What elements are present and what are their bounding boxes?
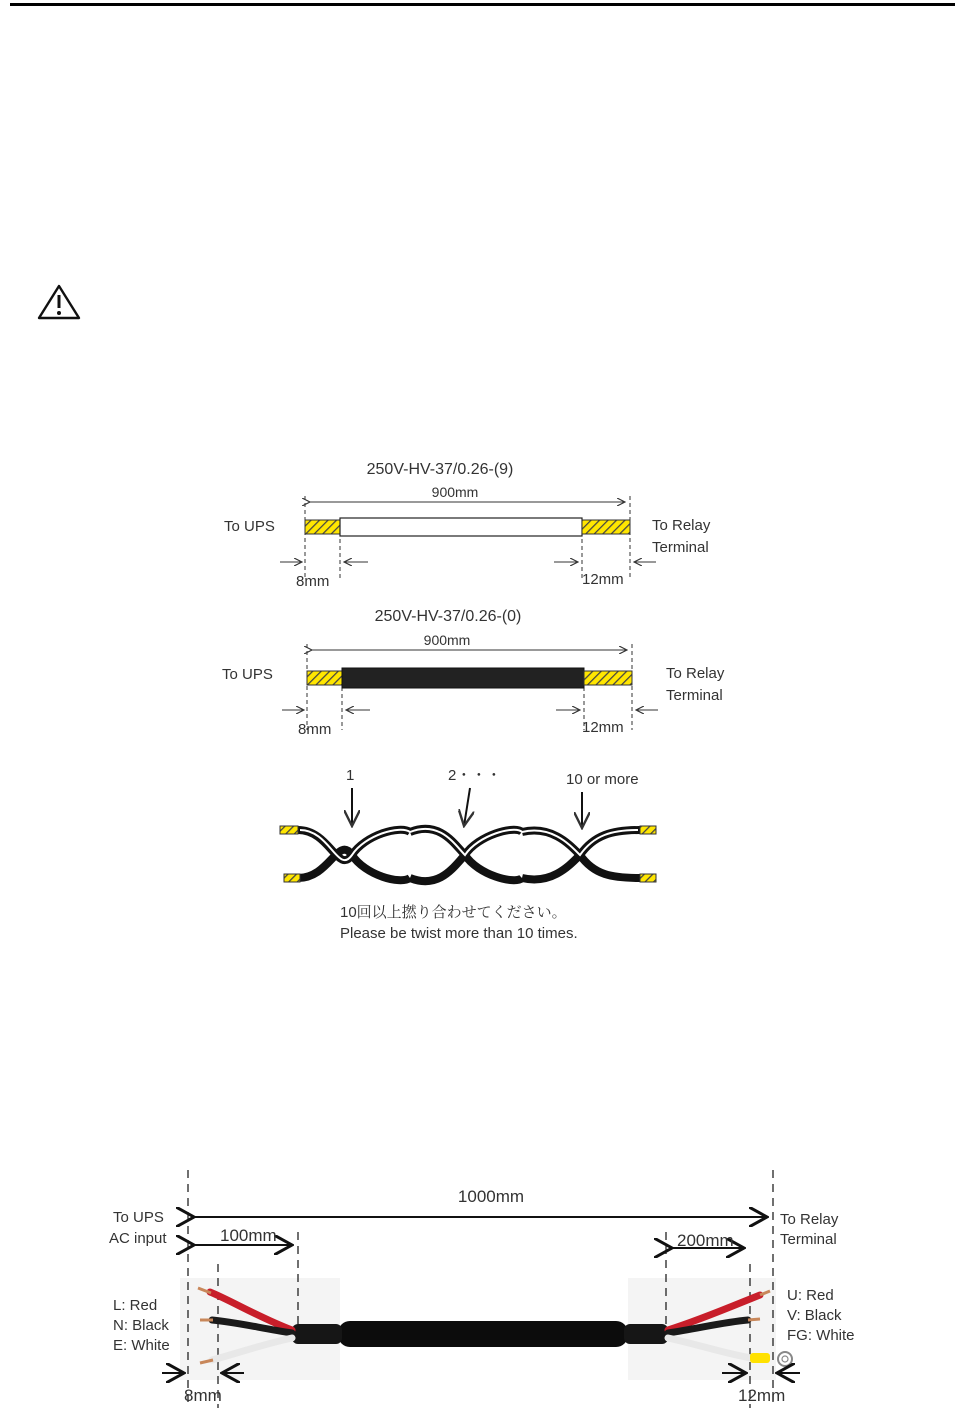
cable-a-strip-left-label: 8mm	[296, 573, 330, 590]
twist-diagram	[280, 767, 656, 942]
right-title-2: Terminal	[780, 1231, 837, 1248]
cable-b-right-label-1: To Relay	[666, 665, 725, 682]
right-title-1: To Relay	[780, 1211, 839, 1228]
cable-a-right-label-2: Terminal	[652, 539, 709, 556]
cable-a-sheath	[340, 518, 582, 536]
left-wire-2: N: Black	[113, 1317, 169, 1334]
right-wire-1: U: Red	[787, 1287, 834, 1304]
cable-b-sheath	[342, 668, 584, 688]
cable-b-left-label: To UPS	[222, 666, 273, 683]
header-rule	[10, 3, 955, 6]
cable-b-strip-right	[584, 671, 632, 685]
twist-note-en: Please be twist more than 10 times.	[340, 925, 578, 942]
twist-strip-bl	[284, 874, 300, 882]
twist-mark-1: 1	[346, 767, 355, 784]
left-wire-1: L: Red	[113, 1297, 158, 1314]
strip-left-label: 8mm	[184, 1386, 222, 1405]
warning-icon	[37, 284, 81, 320]
cable-figure-2	[0, 1170, 965, 1408]
left-title-2: AC input	[109, 1230, 167, 1247]
cable-outer-sheath	[338, 1321, 628, 1347]
strip-right-label: 12mm	[738, 1386, 786, 1405]
cable-figure-1	[0, 440, 965, 960]
cable-right-jacket	[624, 1324, 668, 1344]
cable-b-right-label-2: Terminal	[666, 687, 723, 704]
cable-a-strip-right-label: 12mm	[582, 571, 624, 588]
left-wire-3: E: White	[113, 1337, 170, 1354]
right-wire-3: FG: White	[787, 1327, 855, 1344]
cable-a-spec: 250V-HV-37/0.26-(9)	[366, 461, 514, 478]
left-length: 100mm	[220, 1226, 277, 1245]
right-wire-2: V: Black	[787, 1307, 842, 1324]
cable-b-length: 900mm	[423, 632, 471, 648]
cable-b-diagram	[222, 608, 725, 738]
twist-strip-tl	[280, 826, 298, 834]
fg-ring-terminal	[778, 1352, 792, 1366]
cable-b-spec: 250V-HV-37/0.26-(0)	[374, 608, 522, 625]
twist-mark-3: 10 or more	[566, 771, 639, 788]
cable-b-strip-left	[307, 671, 342, 685]
cable-a-length: 900mm	[431, 484, 479, 500]
cable-b-strip-right-label: 12mm	[582, 719, 624, 736]
cable-a-strip-right	[582, 520, 630, 534]
cable-b-strip-left-label: 8mm	[298, 721, 332, 738]
cable-a-strip-left	[305, 520, 340, 534]
cable-a-left-label: To UPS	[224, 518, 275, 535]
twist-note-jp: 10回以上撚り合わせてください。	[340, 904, 567, 921]
twist-strip-br	[640, 874, 656, 882]
left-title-1: To UPS	[113, 1209, 164, 1226]
cable-left-jacket	[292, 1324, 342, 1344]
twist-mark-2: 2・・・	[448, 767, 502, 784]
right-length: 200mm	[677, 1231, 734, 1250]
fg-terminal-sleeve	[750, 1353, 770, 1363]
cable-a-diagram	[224, 461, 711, 590]
twist-strip-tr	[640, 826, 656, 834]
cable-a-right-label-1: To Relay	[652, 517, 711, 534]
total-length: 1000mm	[457, 1187, 525, 1206]
